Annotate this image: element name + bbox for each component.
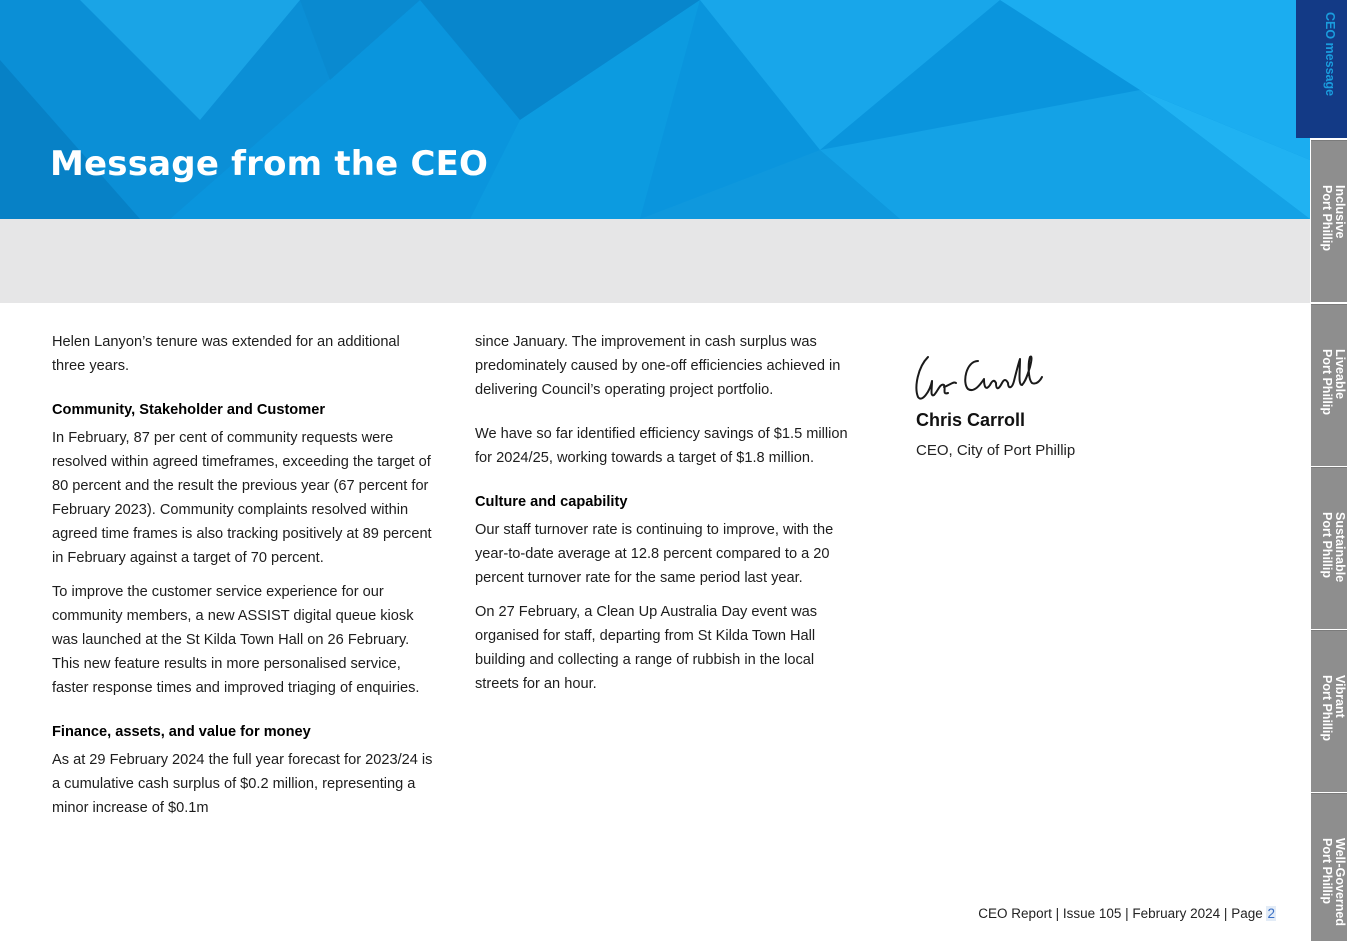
tab-vibrant-line2: Port Phillip: [1320, 675, 1334, 741]
tab-vibrant-port-phillip[interactable]: [1311, 630, 1347, 792]
tab-sustainable-line1: Sustainable: [1333, 512, 1347, 583]
signatory-name: Chris Carroll: [916, 410, 1026, 430]
left-column: [52, 330, 437, 820]
tab-well-governed-line2: Port Phillip: [1320, 838, 1334, 904]
ceo-signature: [910, 345, 1070, 407]
tab-inclusive-line2: Port Phillip: [1320, 185, 1334, 251]
community-heading: Community, Stakeholder and Customer: [52, 402, 325, 418]
efficiency-savings-paragraph: We have so far identified efficiency savings of $1.5 million for 2024/25, working towards a target of $1.8 million.: [475, 426, 848, 466]
tab-liveable-line2: Port Phillip: [1320, 349, 1334, 415]
tab-sustainable-line2: Port Phillip: [1320, 512, 1334, 578]
clean-up-paragraph: On 27 February, a Clean Up Australia Day event was organised for staff, departing from St Kilda Town Hall building and collecting a range of rubbish in the local streets for an hour.: [475, 604, 818, 692]
community-paragraph: In February, 87 per cent of community requests were resolved within agreed timeframes, exceeding the target of 80 percent and the result the previous year (67 percent for February 2023). Community complaints resolved within agreed time frames is also tracking positively at 89 percent in February against a target of 70 percent.: [52, 430, 432, 566]
tab-well-governed-line1: Well-Governed: [1333, 838, 1347, 926]
signatory-title: CEO, City of Port Phillip: [916, 442, 1076, 459]
tab-liveable-port-phillip[interactable]: [1311, 304, 1347, 466]
header-banner: [0, 0, 1310, 219]
grey-band: [0, 219, 1310, 303]
finance-paragraph: As at 29 February 2024 the full year forecast for 2023/24 is a cumulative cash surplus of $0.2 million, representing a minor increase of $0.1m: [52, 752, 433, 816]
staff-turnover-paragraph: Our staff turnover rate is continuing to improve, with the year-to-date average at 12.8 percent compared to a 20 percent turnover rate for the same period last year.: [475, 522, 834, 586]
page-number: 2: [1267, 906, 1275, 921]
footer-text: CEO Report | Issue 105 | February 2024 | Page: [978, 906, 1267, 921]
tab-ceo-message-label: CEO message: [1323, 12, 1337, 97]
banner-pattern: [0, 0, 1310, 219]
culture-heading: Culture and capability: [475, 494, 628, 510]
intro-paragraph: Helen Lanyon’s tenure was extended for an additional three years.: [52, 334, 400, 374]
tab-sustainable-port-phillip[interactable]: [1311, 467, 1347, 629]
tab-well-governed-port-phillip[interactable]: [1311, 793, 1347, 941]
tab-vibrant-line1: Vibrant: [1333, 675, 1347, 718]
tab-inclusive-line1: Inclusive: [1333, 185, 1347, 239]
tab-ceo-message[interactable]: [1296, 0, 1347, 138]
page-footer: [978, 906, 1276, 921]
cash-surplus-paragraph: since January. The improvement in cash surplus was predominately caused by one-off efficiencies achieved in delivering Council’s operating project portfolio.: [475, 334, 841, 398]
finance-heading: Finance, assets, and value for money: [52, 724, 311, 740]
page-title: Message from the CEO: [50, 144, 489, 184]
tab-inclusive-port-phillip[interactable]: [1311, 140, 1347, 302]
customer-service-paragraph: To improve the customer service experience for our community members, a new ASSIST digital queue kiosk was launched at the St Kilda Town Hall on 26 February. This new feature results in more personalised service, faster response times and improved triaging of enquiries.: [52, 584, 420, 696]
tab-liveable-line1: Liveable: [1333, 349, 1347, 400]
middle-column: [475, 330, 860, 696]
